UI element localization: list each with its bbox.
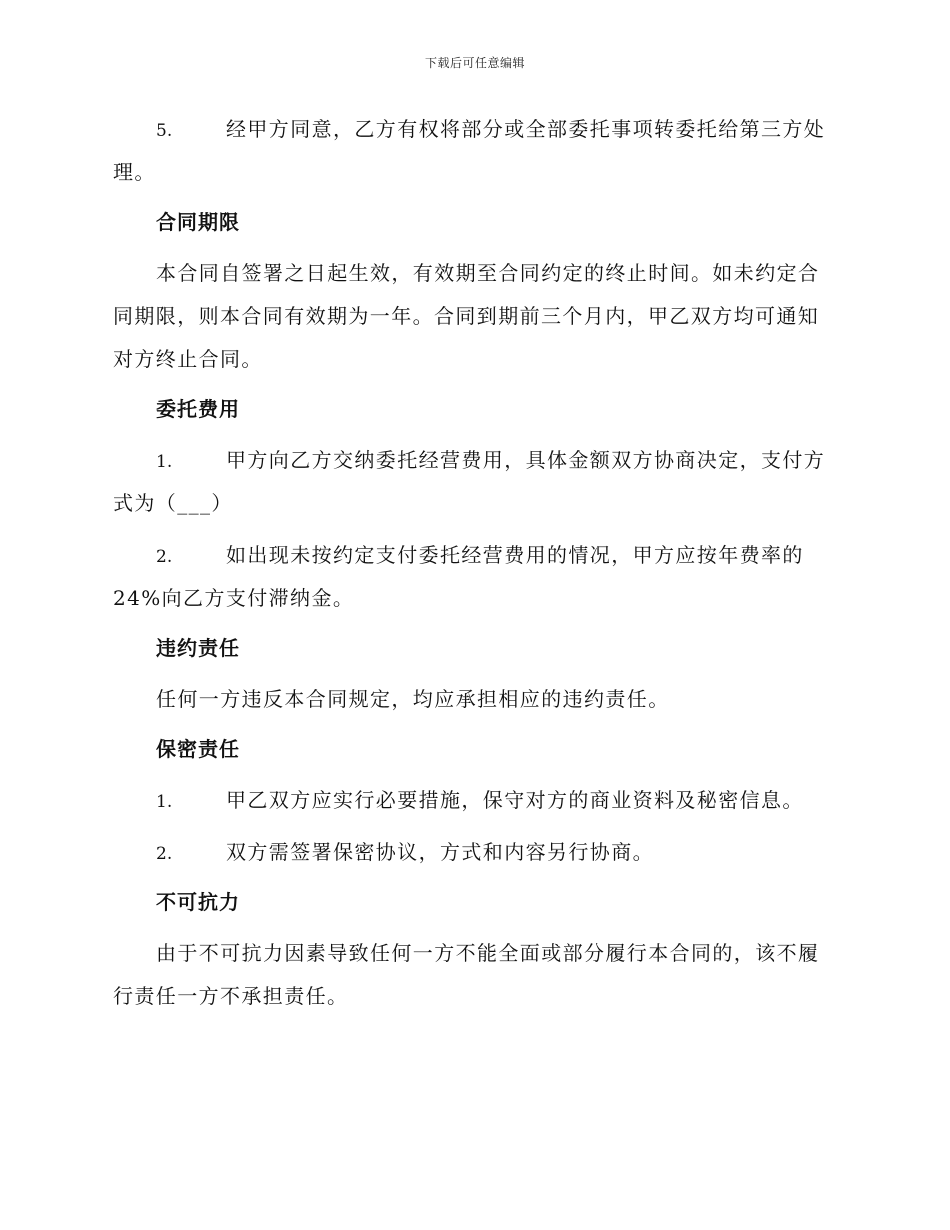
list-number: 1. [156,792,173,812]
paragraph-text: 甲方向乙方交纳委托经营费用，具体金额双方协商决定，支付方 [226,448,826,472]
paragraph-text: 本合同自签署之日起生效，有效期至合同约定的终止时间。如未约定合 [156,261,820,285]
document-body [113,108,835,1018]
paragraph-text: 如出现未按约定支付委托经营费用的情况，甲方应按年费率的 [226,543,804,567]
paragraph-text: 24%向乙方支付滞纳金。 [113,586,355,610]
list-item [113,534,835,577]
paragraph-text: 双方需签署保密协议，方式和内容另行协商。 [226,840,654,864]
list-number: 1. [156,452,173,472]
paragraph-text: 理。 [113,160,156,184]
paragraph-text: 行责任一方不承担责任。 [113,984,349,1008]
section-heading-confidential: 保密责任 [156,737,240,761]
list-item [113,831,835,874]
paragraph-text: 任何一方违反本合同规定，均应承担相应的违约责任。 [156,687,670,711]
section-heading-term: 合同期限 [156,210,240,234]
paragraph-text: 经甲方同意，乙方有权将部分或全部委托事项转委托给第三方处 [226,117,826,141]
paragraph-text: 对方终止合同。 [113,347,263,371]
list-number: 5. [156,121,173,141]
section-heading-fee: 委托费用 [156,397,240,421]
section-heading-breach: 违约责任 [156,636,240,660]
list-item [113,108,835,151]
paragraph-text: 由于不可抗力因素导致任何一方不能全面或部分履行本合同的，该不履 [156,941,820,965]
section-heading-force-majeure: 不可抗力 [156,890,240,914]
list-number: 2. [156,547,173,567]
list-item [113,439,835,482]
paragraph-text: 式为（___） [113,491,233,515]
paragraph-text: 同期限，则本合同有效期为一年。合同到期前三个月内，甲乙双方均可通知 [113,304,820,328]
page-header: 下载后可任意编辑 [424,56,525,70]
paragraph-text: 甲乙双方应实行必要措施，保守对方的商业资料及秘密信息。 [226,788,804,812]
list-number: 2. [156,844,173,864]
list-item [113,779,835,822]
